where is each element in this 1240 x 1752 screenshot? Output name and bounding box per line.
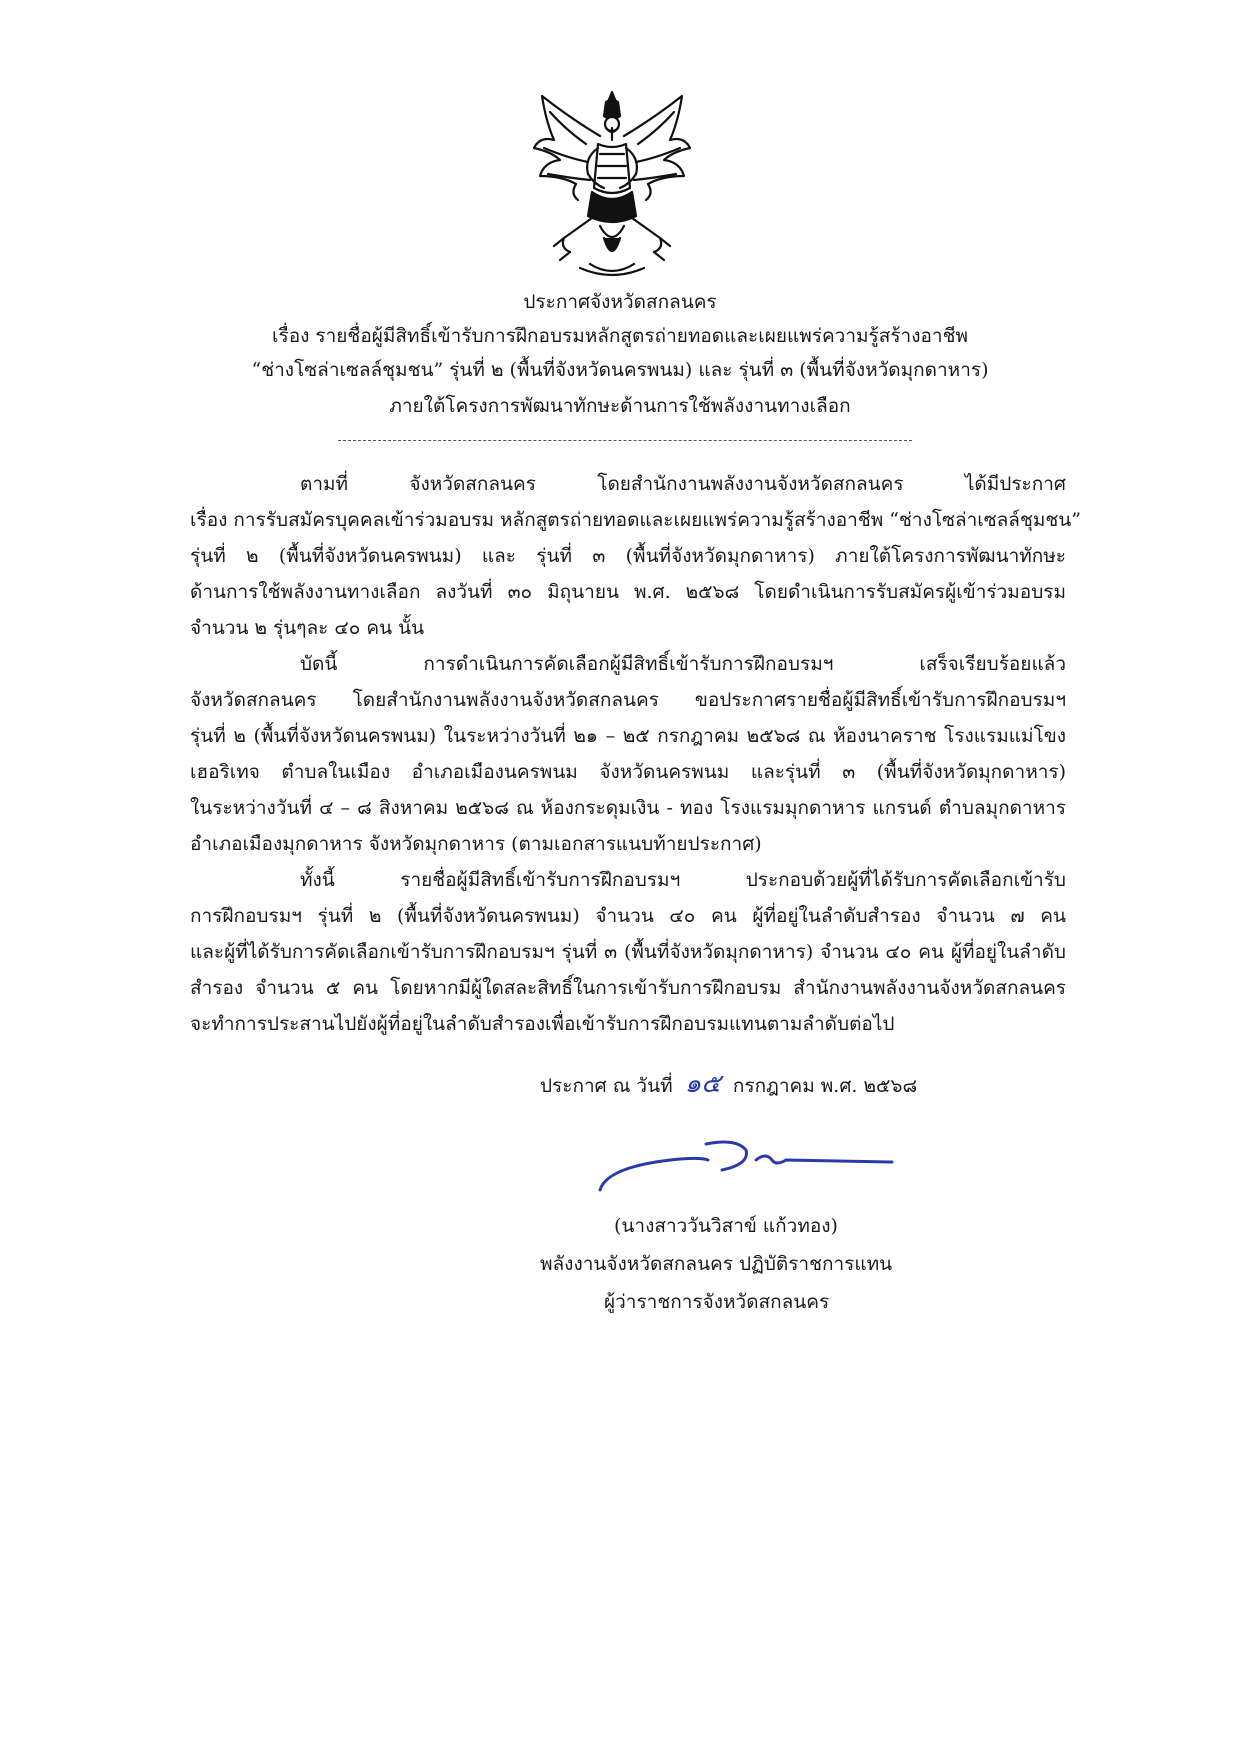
paragraph-1-line: จำนวน ๒ รุ่นๆละ ๔๐ คน นั้น (190, 617, 425, 639)
subject-line-3: ภายใต้โครงการพัฒนาทักษะด้านการใช้พลังงานทางเลือก (389, 395, 851, 417)
paragraph-2-line: อำเภอเมืองมุกดาหาร จังหวัดมุกดาหาร (ตามเอกสารแนบท้ายประกาศ) (190, 833, 762, 855)
date-prefix: ประกาศ ณ วันที่ (540, 1075, 673, 1097)
paragraph-1-line: รุ่นที่ ๒ (พื้นที่จังหวัดนครพนม) และ รุ่นที่ ๓ (พื้นที่จังหวัดมุกดาหาร) ภายใต้โครงการพัฒนาทักษะ (190, 545, 1066, 567)
header-divider (338, 440, 912, 441)
paragraph-3-line: ทั้งนี้ รายชื่อผู้มีสิทธิ์เข้ารับการฝึกอบรมฯ ประกอบด้วยผู้ที่ได้รับการคัดเลือกเข้ารับ (300, 869, 1066, 891)
paragraph-1-line: ตามที่ จังหวัดสกลนคร โดยสำนักงานพลังงานจังหวัดสกลนคร ได้มีประกาศ (300, 473, 1066, 495)
handwritten-day: ๑๕ (684, 1069, 721, 1099)
paragraph-3-line: การฝึกอบรมฯ รุ่นที่ ๒ (พื้นที่จังหวัดนครพนม) จำนวน ๔๐ คน ผู้ที่อยู่ในลำดับสำรอง จำนวน ๗ คน (190, 905, 1066, 927)
subject-line-2: “ช่างโซล่าเซลล์ชุมชน” รุ่นที่ ๒ (พื้นที่จังหวัดนครพนม) และ รุ่นที่ ๓ (พื้นที่จังหวัดมุกดาหาร) (251, 359, 989, 381)
paragraph-2-line: บัดนี้ การดำเนินการคัดเลือกผู้มีสิทธิ์เข้ารับการฝึกอบรมฯ เสร็จเรียบร้อยแล้ว (300, 653, 1066, 675)
paragraph-3-line: และผู้ที่ได้รับการคัดเลือกเข้ารับการฝึกอบรมฯ รุ่นที่ ๓ (พื้นที่จังหวัดมุกดาหาร) จำนวน ๔๐ คน ผู้ที่อยู่ในลำดับ (190, 941, 1066, 963)
paragraph-2-line: รุ่นที่ ๒ (พื้นที่จังหวัดนครพนม) ในระหว่างวันที่ ๒๑ – ๒๕ กรกฎาคม ๒๕๖๘ ณ ห้องนาคราช โรงแรมแม่โขง (190, 725, 1066, 747)
signatory-name: (นางสาววันวิสาข์ แก้วทอง) (614, 1215, 838, 1237)
paragraph-2-line: เฮอริเทจ ตำบลในเมือง อำเภอเมืองนครพนม จังหวัดนครพนม และรุ่นที่ ๓ (พื้นที่จังหวัดมุกดาหาร) (190, 761, 1066, 783)
paragraph-1-line: ด้านการใช้พลังงานทางเลือก ลงวันที่ ๓๐ มิถุนายน พ.ศ. ๒๕๖๘ โดยดำเนินการรับสมัครผู้เข้าร่วมอบรม (190, 581, 1066, 603)
paragraph-1-line: เรื่อง การรับสมัครบุคคลเข้าร่วมอบรม หลักสูตรถ่ายทอดและเผยแพร่ความรู้สร้างอาชีพ “ช่างโซล่าเซลล์ชุมชน” (190, 509, 1081, 531)
paragraph-3-line: สำรอง จำนวน ๕ คน โดยหากมีผู้ใดสละสิทธิ์ในการเข้ารับการฝึกอบรม สำนักงานพลังงานจังหวัดสกลนคร (190, 977, 1066, 999)
signatory-position-governor: ผู้ว่าราชการจังหวัดสกลนคร (604, 1291, 830, 1313)
document-title: ประกาศจังหวัดสกลนคร (523, 291, 717, 313)
signatory-position: พลังงานจังหวัดสกลนคร ปฏิบัติราชการแทน (540, 1253, 893, 1275)
date-suffix: กรกฎาคม พ.ศ. ๒๕๖๘ (732, 1075, 918, 1097)
subject-line-1: เรื่อง รายชื่อผู้มีสิทธิ์เข้ารับการฝึกอบรมหลักสูตรถ่ายทอดและเผยแพร่ความรู้สร้างอาชีพ (272, 325, 968, 347)
paragraph-3-line: จะทำการประสานไปยังผู้ที่อยู่ในลำดับสำรองเพื่อเข้ารับการฝึกอบรมแทนตามลำดับต่อไป (190, 1013, 895, 1035)
paragraph-2-line: ในระหว่างวันที่ ๔ – ๘ สิงหาคม ๒๕๖๘ ณ ห้องกระดุมเงิน - ทอง โรงแรมมุกดาหาร แกรนด์ ตำบลมุกดาหาร (190, 797, 1066, 819)
garuda-emblem-icon (530, 88, 694, 278)
paragraph-2-line: จังหวัดสกลนคร โดยสำนักงานพลังงานจังหวัดสกลนคร ขอประกาศรายชื่อผู้มีสิทธิ์เข้ารับการฝึกอบรมฯ (190, 689, 1066, 711)
handwritten-signature-icon (596, 1130, 896, 1200)
announcement-date (540, 1070, 917, 1100)
